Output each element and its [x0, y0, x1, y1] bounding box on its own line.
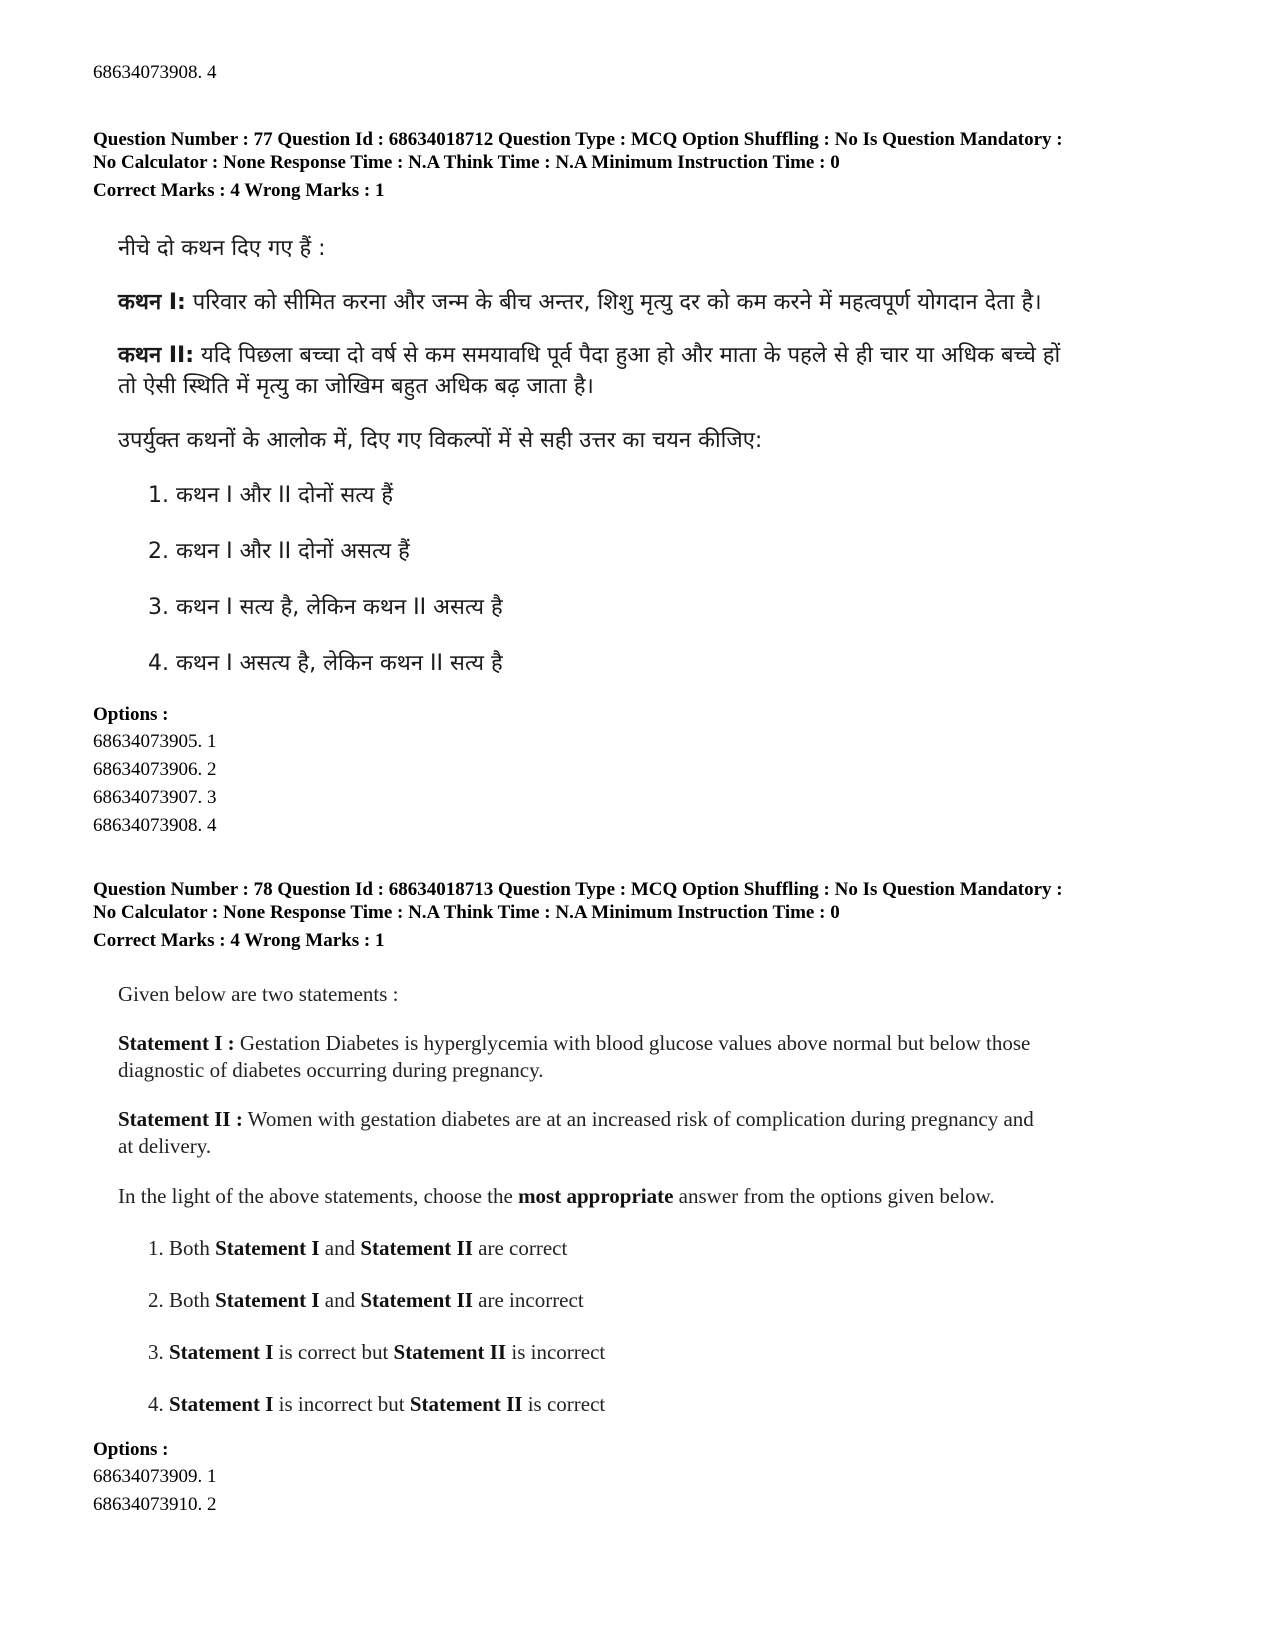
q78-choice-stmt-2: Statement II	[360, 1288, 473, 1312]
q77-s1-label: कथन I:	[118, 290, 186, 315]
q78-instr-a: In the light of the above statements, choose the	[118, 1184, 519, 1208]
q77-instruction: उपर्युक्त कथनों के आलोक में, दिए गए विकल्पों में से सही उत्तर का चयन कीजिए:	[118, 428, 763, 453]
q78-choice-mid: is correct but	[273, 1340, 394, 1364]
q77-choice: 3. कथन I सत्य है, लेकिन कथन II असत्य है	[148, 595, 503, 620]
q78-choice-stmt-2: Statement II	[360, 1236, 473, 1260]
q78-s2-text-2: at delivery.	[118, 1134, 212, 1158]
q78-header-line2: No Calculator : None Response Time : N.A Think Time : N.A Minimum Instruction Time : 0	[93, 902, 840, 923]
q78-choice-end: are correct	[472, 1236, 568, 1260]
q77-header-line2: No Calculator : None Response Time : N.A Think Time : N.A Minimum Instruction Time : 0	[93, 152, 840, 173]
q78-instruction	[118, 1184, 995, 1209]
q77-statement-2	[118, 339, 1060, 369]
q77-header-line1: Question Number : 77 Question Id : 68634018712 Question Type : MCQ Option Shuffling : No Is Question Mandatory :	[93, 129, 1063, 150]
q77-marks: Correct Marks : 4 Wrong Marks : 1	[93, 180, 385, 201]
q78-choice-stmt-1: Statement I	[169, 1340, 274, 1364]
q78-choice-num: 2. Both	[148, 1288, 216, 1312]
q78-s1-text-2: diagnostic of diabetes occurring during pregnancy.	[118, 1058, 544, 1082]
q77-choice: 2. कथन I और II दोनों असत्य हैं	[148, 539, 410, 564]
q77-option: 68634073906. 2	[93, 759, 217, 780]
q78-choice-end: is correct	[522, 1392, 606, 1416]
q77-s2-label: कथन II:	[118, 343, 194, 368]
q78-choice-mid: and	[319, 1236, 361, 1260]
q78-statement-1	[118, 1031, 1030, 1056]
q78-header-line1: Question Number : 78 Question Id : 68634018713 Question Type : MCQ Option Shuffling : No Is Question Mandatory :	[93, 879, 1063, 900]
q78-instr-c: answer from the options given below.	[673, 1184, 995, 1208]
q77-option: 68634073908. 4	[93, 815, 217, 836]
q78-choice	[148, 1392, 605, 1417]
q78-choice-mid: is incorrect but	[273, 1392, 410, 1416]
q78-choice-stmt-1: Statement I	[169, 1392, 274, 1416]
q78-s1-text-1: Gestation Diabetes is hyperglycemia with blood glucose values above normal but below those	[234, 1031, 1031, 1055]
q77-intro: नीचे दो कथन दिए गए हैं :	[118, 236, 326, 261]
q77-choice: 4. कथन I असत्य है, लेकिन कथन II सत्य है	[148, 651, 503, 676]
q78-choice-num: 3.	[148, 1340, 169, 1364]
q77-choice: 1. कथन I और II दोनों सत्य हैं	[148, 483, 394, 508]
q77-option: 68634073905. 1	[93, 731, 217, 752]
q78-choice-end: is incorrect	[506, 1340, 606, 1364]
q78-intro: Given below are two statements :	[118, 982, 399, 1006]
q78-choice-stmt-1: Statement I	[215, 1236, 320, 1260]
q78-choice-mid: and	[319, 1288, 361, 1312]
q77-options-label: Options :	[93, 704, 169, 725]
q78-instr-emphasis: most appropriate	[518, 1184, 674, 1208]
q78-choice-stmt-2: Statement II	[409, 1392, 523, 1416]
q78-statement-2	[118, 1107, 1034, 1132]
q78-option: 68634073910. 2	[93, 1494, 217, 1515]
q78-choice	[148, 1288, 584, 1313]
q78-choice-stmt-1: Statement I	[215, 1288, 320, 1312]
q78-choice	[148, 1340, 605, 1365]
q78-s2-label: Statement II :	[118, 1107, 243, 1131]
q78-s1-label: Statement I :	[118, 1031, 235, 1055]
q78-option: 68634073909. 1	[93, 1466, 217, 1487]
q78-choice-end: are incorrect	[472, 1288, 584, 1312]
q78-options-label: Options :	[93, 1439, 169, 1460]
q78-marks: Correct Marks : 4 Wrong Marks : 1	[93, 930, 385, 951]
q77-s2-text-1: यदि पिछला बच्चा दो वर्ष से कम समयावधि पूर्व पैदा हुआ हो और माता के पहले से ही चार या अधिक बच्चे हों	[194, 343, 1061, 368]
q77-option: 68634073907. 3	[93, 787, 217, 808]
q78-choice	[148, 1236, 567, 1261]
q77-s2-text-2: तो ऐसी स्थिति में मृत्यु का जोखिम बहुत अधिक बढ़ जाता है।	[118, 374, 594, 399]
q78-choice-num: 1. Both	[148, 1236, 216, 1260]
q77-s1-text: परिवार को सीमित करना और जन्म के बीच अन्तर, शिशु मृत्यु दर को कम करने में महत्वपूर्ण योगदान देता है।	[185, 290, 1042, 315]
q77-statement-1	[118, 286, 1042, 316]
q78-choice-num: 4.	[148, 1392, 169, 1416]
q78-s2-text-1: Women with gestation diabetes are at an increased risk of complication during pregnancy and	[242, 1107, 1034, 1131]
q78-choice-stmt-2: Statement II	[393, 1340, 507, 1364]
previous-option-line: 68634073908. 4	[93, 62, 217, 83]
